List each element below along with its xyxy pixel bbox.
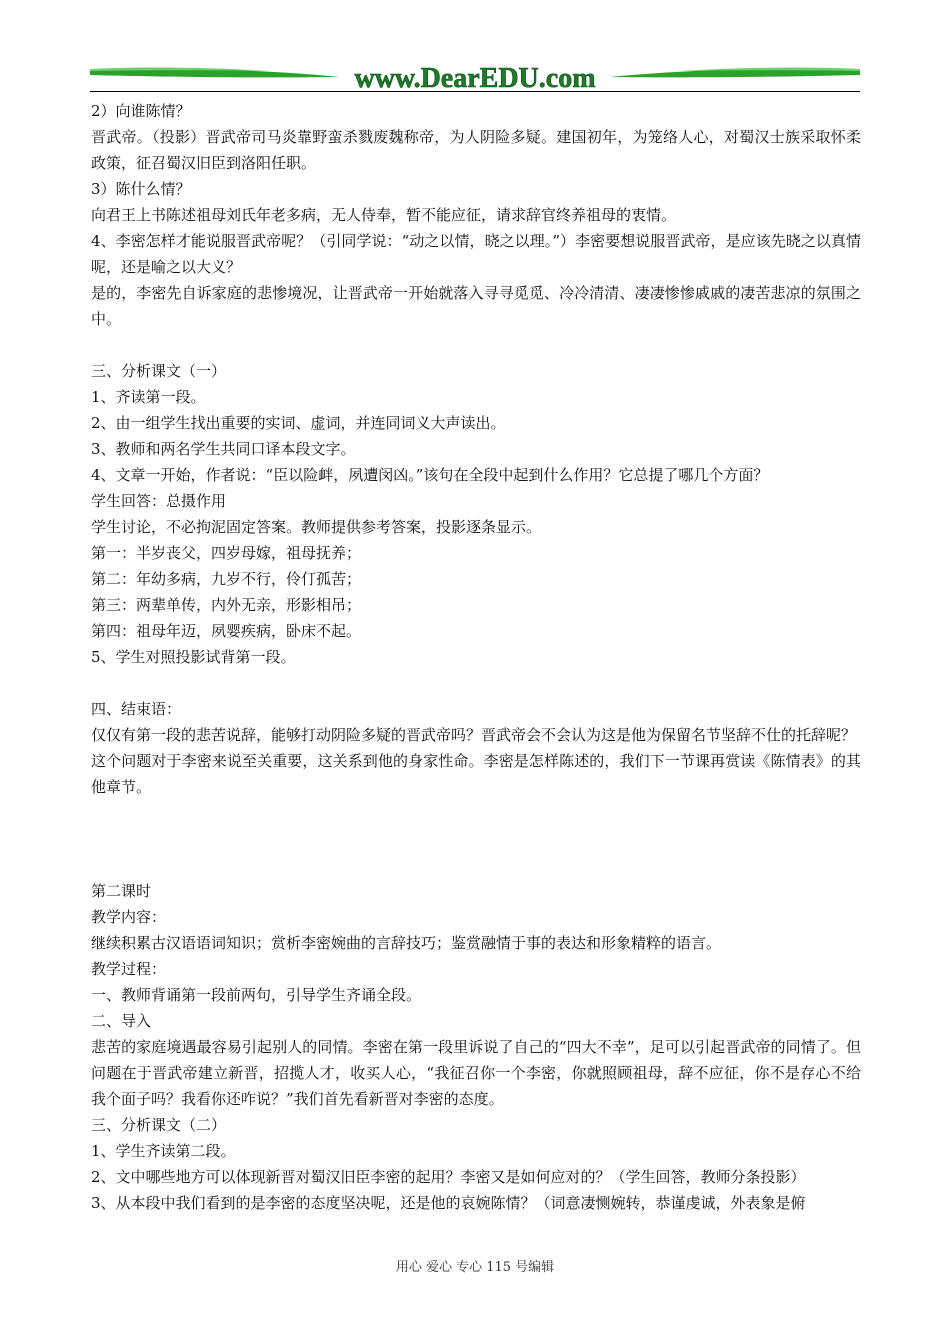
text-line: 第四：祖母年迈，夙婴疾病，卧床不起。 [91,622,362,640]
header-swoosh-graphic [90,56,860,96]
site-logo-text: www.DearEDU.com [354,63,596,94]
header-rule [90,91,860,92]
text-line: 3、教师和两名学生共同口译本段文字。 [91,440,356,458]
lesson-heading: 第二课时 [91,882,152,900]
site-header-banner [90,56,860,96]
text-line: 继续积累古汉语语词知识；赏析李密婉曲的言辞技巧；鉴赏融情于事的表达和形象精粹的语言。 [91,934,722,952]
text-line: 4、文章一开始，作者说：“臣以险衅，夙遭闵凶。”该句在全段中起到什么作用？它总提了哪几个方面？ [91,466,769,484]
text-line: 一、教师背诵第一段前两句，引导学生齐诵全段。 [91,986,422,1004]
section-heading: 四、结束语： [91,700,182,718]
text-line: 3）陈什么情？ [91,180,191,198]
text-line: 第二：年幼多病，九岁不行，伶仃孤苦； [91,570,362,588]
text-line: 教学过程： [91,960,167,978]
blank-lines [91,800,861,878]
text-line: 向君王上书陈述祖母刘氏年老多病，无人侍奉，暂不能应征，请求辞官终养祖母的衷情。 [91,206,677,224]
text-line: 晋武帝。（投影）晋武帝司马炎靠野蛮杀戮废魏称帝，为人阴险多疑。建国初年，为笼络人心，对蜀汉士族采取怀柔政策，征召蜀汉旧臣到洛阳任职。 [91,128,861,172]
text-line: 学生回答：总摄作用 [91,492,227,510]
text-line: 3、从本段中我们看到的是李密的态度坚决呢，还是他的哀婉陈情？（词意凄恻婉转，恭谨虔诚，外表象是俯 [91,1194,806,1212]
text-line: 5、学生对照投影试背第一段。 [91,648,296,666]
document-body [91,98,861,1216]
text-line: 仅仅有第一段的悲苦说辞，能够打动阴险多疑的晋武帝吗？晋武帝会不会认为这是他为保留名节坚辞不仕的托辞呢？ [91,726,857,744]
blank-line [91,332,861,358]
text-line: 2、由一组学生找出重要的实词、虚词，并连同词义大声读出。 [91,414,506,432]
text-line: 第一：半岁丧父，四岁母嫁，祖母抚养； [91,544,362,562]
blank-line [91,670,861,696]
text-line: 这个问题对于李密来说至关重要，这关系到他的身家性命。李密是怎样陈述的，我们下一节课再赏读《陈情表》的其他章节。 [91,752,861,796]
text-line: 悲苦的家庭境遇最容易引起别人的同情。李密在第一段里诉说了自己的“四大不幸”，足可以引起晋武帝的同情了。但问题在于晋武帝建立新晋，招揽人才，收买人心，“我征召你一个李密，你就照顾祖母，辞不应征，你不是存心不给我个面子吗？我看你还咋说？”我们首先看新晋对李密的态度。 [91,1038,861,1108]
text-line: 二、导入 [91,1012,152,1030]
text-line: 教学内容： [91,908,167,926]
page-footer: 用心 爱心 专心 115 号编辑 [395,1260,555,1275]
text-line: 第三：两辈单传，内外无亲，形影相吊； [91,596,362,614]
text-line: 学生讨论，不必拘泥固定答案。教师提供参考答案，投影逐条显示。 [91,518,542,536]
text-line: 2）向谁陈情？ [91,102,191,120]
section-heading: 三、分析课文（一） [91,362,227,380]
text-line: 是的，李密先自诉家庭的悲惨境况，让晋武帝一开始就落入寻寻觅觅、冷冷清清、凄凄惨惨戚戚的凄苦悲凉的氛围之中。 [91,284,861,328]
text-line: 4、李密怎样才能说服晋武帝呢？（引同学说：“动之以情，晓之以理。”）李密要想说服晋武帝，是应该先晓之以真情呢，还是喻之以大义？ [91,232,861,276]
text-line: 2、文中哪些地方可以体现新晋对蜀汉旧臣李密的起用？李密又是如何应对的？（学生回答，教师分条投影） [91,1168,806,1186]
text-line: 1、学生齐读第二段。 [91,1142,236,1160]
section-heading: 三、分析课文（二） [91,1116,227,1134]
text-line: 1、齐读第一段。 [91,388,206,406]
